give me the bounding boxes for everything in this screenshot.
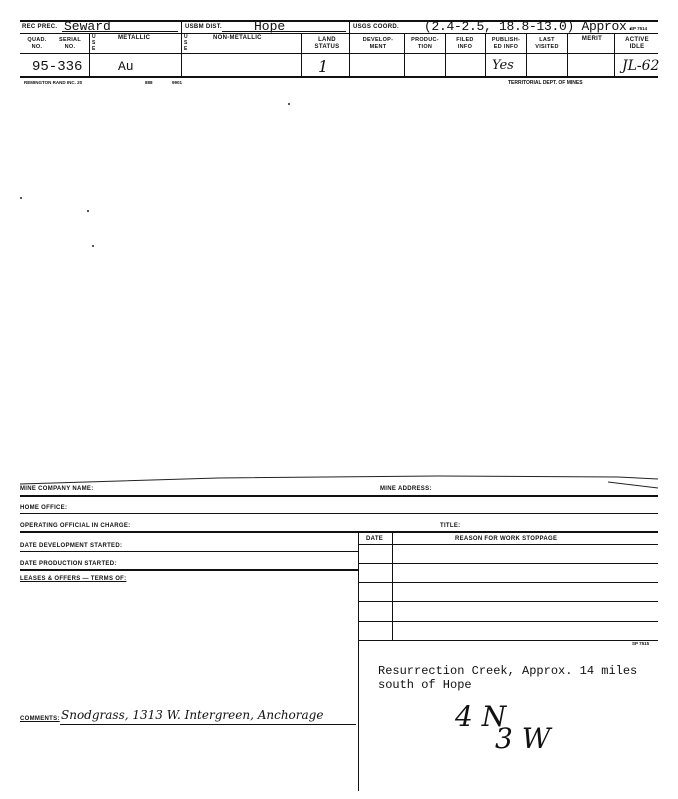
vdiv-quad <box>89 33 90 76</box>
date-production-label: DATE PRODUCTION STARTED: <box>20 561 117 567</box>
usbm-dist-value: Hope <box>254 19 286 34</box>
col-production: PRODUC- TION <box>411 37 439 50</box>
comments-value: Snodgrass, 1313 W. Intergreen, Anchorage <box>61 708 324 722</box>
col-active-idle: ACTIVE IDLE <box>625 37 649 50</box>
vdiv-prod <box>445 33 446 76</box>
usgs-coord-label: USGS COORD. <box>353 24 399 30</box>
date-development-label: DATE DEVELOPMENT STARTED: <box>20 543 123 549</box>
line-company <box>20 495 658 497</box>
speck <box>87 210 89 212</box>
usgs-coord-value: (2.4-2.5, 18.8-13.0) Approx. <box>424 19 635 34</box>
operating-official-label: OPERATING OFFICIAL IN CHARGE: <box>20 523 131 529</box>
vdiv-merit <box>614 33 615 76</box>
land-status-value: 1 <box>318 57 329 76</box>
col-non-metallic: NON-METALLIC <box>213 35 262 41</box>
printer-code-2: 9901 <box>172 80 183 85</box>
grid-line-1 <box>358 563 658 564</box>
grid-line-2 <box>358 582 658 583</box>
col-published-info: PUBLISH- ED INFO <box>491 37 521 50</box>
line-date-header <box>358 544 658 545</box>
vdiv-date <box>392 531 393 641</box>
home-office-label: HOME OFFICE: <box>20 505 68 511</box>
date-col-header: DATE <box>366 536 384 542</box>
line-production <box>20 569 358 571</box>
line-home <box>20 513 658 514</box>
printer-code-1: 888 <box>145 80 153 85</box>
line-comments <box>60 724 356 725</box>
col-serial-no: SERIAL NO. <box>59 37 81 50</box>
col-development: DEVELOP- MENT <box>362 37 394 50</box>
quad-serial-value: 95-336 <box>32 59 83 75</box>
rec-prec-value: Seward <box>64 19 111 34</box>
usbm-dist-underline <box>222 31 346 32</box>
vdiv-left-form <box>358 531 359 791</box>
mine-address-label: MINE ADDRESS: <box>380 486 432 492</box>
rec-prec-underline <box>62 31 178 32</box>
published-info-value: Yes <box>492 58 514 73</box>
metallic-value: Au <box>118 59 134 74</box>
comments-label: COMMENTS: <box>20 716 60 722</box>
range-value: 3 W <box>495 722 551 755</box>
vdiv-last <box>567 33 568 76</box>
leases-label: LEASES & OFFERS — TERMS OF: <box>20 576 127 582</box>
col-filed-info: FILED INFO <box>456 37 474 50</box>
form-no-top: SP 7514 <box>630 26 648 31</box>
township-value: 4 N <box>455 700 507 733</box>
form-no-bottom: SP 7515 <box>632 641 650 646</box>
line-official <box>20 531 658 533</box>
rec-prec-label: REC PREC. <box>22 24 58 30</box>
grid-line-5 <box>358 640 658 641</box>
col-land-status: LAND STATUS <box>314 37 340 50</box>
card-top-edge <box>18 470 660 490</box>
location-line-1: Resurrection Creek, Approx. 14 miles <box>378 664 638 678</box>
vdiv-dev <box>404 33 405 76</box>
line-development <box>20 551 358 552</box>
vdiv-rec <box>181 20 182 76</box>
col-use-metallic: U S E <box>92 34 96 52</box>
col-quad-no: QUAD. NO. <box>27 37 47 50</box>
active-idle-value: JL-62 <box>622 58 660 74</box>
location-line-2: south of Hope <box>378 678 472 692</box>
speck <box>288 103 290 105</box>
col-use-nonmetallic: U S E <box>184 34 188 52</box>
column-divider <box>20 53 658 54</box>
department-imprint: TERRITORIAL DEPT. OF MINES <box>508 80 583 86</box>
vdiv-usbm <box>349 20 350 76</box>
usbm-dist-label: USBM DIST. <box>185 24 223 30</box>
vdiv-filed <box>485 33 486 76</box>
vdiv-land <box>301 33 302 76</box>
grid-line-3 <box>358 601 658 602</box>
row-bottom <box>20 76 658 78</box>
col-metallic: METALLIC <box>118 35 151 41</box>
col-merit: MERIT <box>581 36 603 42</box>
speck <box>92 245 94 247</box>
vdiv-pub <box>526 33 527 76</box>
grid-line-4 <box>358 621 658 622</box>
reason-col-header: REASON FOR WORK STOPPAGE <box>455 536 558 542</box>
col-last-visited: LAST VISITED <box>535 37 559 50</box>
speck <box>20 197 22 199</box>
printer-imprint: REMINGTON RAND INC. 20 <box>24 80 83 85</box>
title-label: TITLE: <box>440 523 461 529</box>
mine-company-name-label: MINE COMPANY NAME: <box>20 486 94 492</box>
